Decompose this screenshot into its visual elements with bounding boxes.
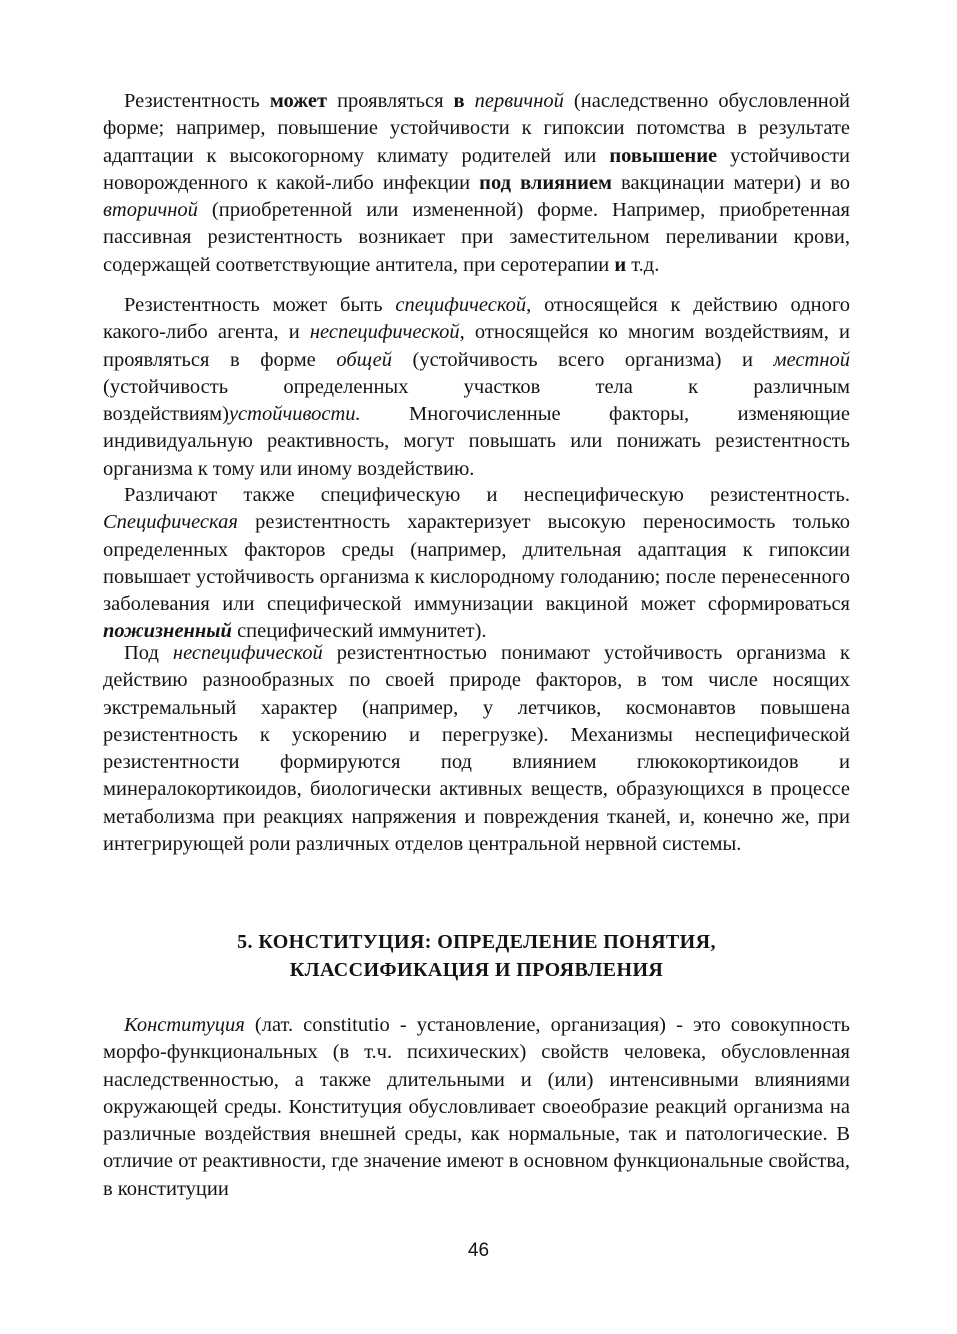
- section-heading: [103, 928, 850, 984]
- emphasis-text: и: [614, 253, 627, 276]
- emphasis-text: общей: [336, 348, 392, 371]
- paragraph-specific-resistance: Различают также специфическую и неспецифическую резистентность. Специфическая резистентность характеризует высокую переносимость только определенных факторов среды (например, длительная адаптация к гипоксии повышает устойчивость организма к кислородному голоданию; после перенесенного заболевания или специфической иммунизации вакциной может сформироваться пожизненный специфический иммунитет).: [103, 484, 850, 643]
- emphasis-text: специфической: [395, 294, 527, 316]
- emphasis-text: местной: [773, 348, 851, 371]
- paragraph-primary-secondary-resistance: Резистентность может проявляться в первичной (наследственно обусловленной форме; например, повышение устойчивости к гипоксии потомства в результате адаптации к высокогорному климату родителей или повышение устойчивости новорожденного к какой-либо инфекции под влиянием вакцинации матери) и во вторичной (приобретенной или измененной) форме. Например, приобретенная пассивная резистентность возникает при заместительном переливании крови, содержащей соответствующие антитела, при серотерапии и т.д.: [103, 90, 850, 276]
- paragraph-constitution-definition: Конституция (лат. constitutio - установление, организация) - это совокупность морфо-функциональных (в т.ч. психических) свойств человека, обусловленная наследственностью, а также длительными и (или) интенсивными влияниями окружающей среды. Конституция обусловливает своеобразие реакций организма на различные воздействия внешней среды, как нормальные, так и патологические. В отличие от реактивности, где значение имеют в основном функциональные свойства, в конституции: [103, 1014, 850, 1200]
- emphasis-text: Конституция: [124, 1014, 245, 1036]
- emphasis-text: неспецифической: [309, 321, 460, 344]
- page-number: 46: [467, 1240, 490, 1261]
- emphasis-text: может: [269, 90, 328, 112]
- emphasis-text: под влиянием: [479, 171, 612, 194]
- section-heading-line-2: КЛАССИФИКАЦИЯ И ПРОЯВЛЕНИЯ: [289, 959, 664, 981]
- section-heading-line-1: 5. КОНСТИТУЦИЯ: ОПРЕДЕЛЕНИЕ ПОНЯТИЯ,: [237, 931, 716, 953]
- paragraph-nonspecific-resistance: Под неспецифической резистентностью понимают устойчивость организма к действию разнообразных по своей природе факторов, в том числе носящих экстремальный характер (например, у летчиков, космонавтов повышена резистентность к ускорению и перегрузке). Механизмы неспецифической резистентности формируются под влиянием глюкокортикоидов и минералокортикоидов, биологически активных веществ, образующихся в процессе метаболизма при реакциях напряжения и повреждения тканей, и, конечно же, при интегрирующей роли различных отделов центральной нервной системы.: [103, 642, 850, 856]
- emphasis-text: пожизненный: [103, 620, 232, 643]
- emphasis-text: вторичной: [103, 199, 198, 222]
- emphasis-text: неспецифической: [172, 642, 323, 664]
- emphasis-text: Специфическая: [103, 511, 238, 534]
- emphasis-text: в: [453, 90, 465, 112]
- emphasis-text: повышение: [609, 144, 718, 167]
- emphasis-text: устойчивости.: [228, 403, 361, 426]
- emphasis-text: первичной: [474, 90, 564, 112]
- paragraph-specific-nonspecific-resistance: Резистентность может быть специфической, относящейся к действию одного какого-либо агента, и неспецифической, относящейся ко многим воздействиям, и проявляться в форме общей (устойчивость всего организма) и местной (устойчивость определенных участков тела к различным воздействиям)устойчивости. Многочисленные факторы, изменяющие индивидуальную реактивность, могут повышать или понижать резистентность организма к тому или иному воздействию.: [103, 294, 851, 480]
